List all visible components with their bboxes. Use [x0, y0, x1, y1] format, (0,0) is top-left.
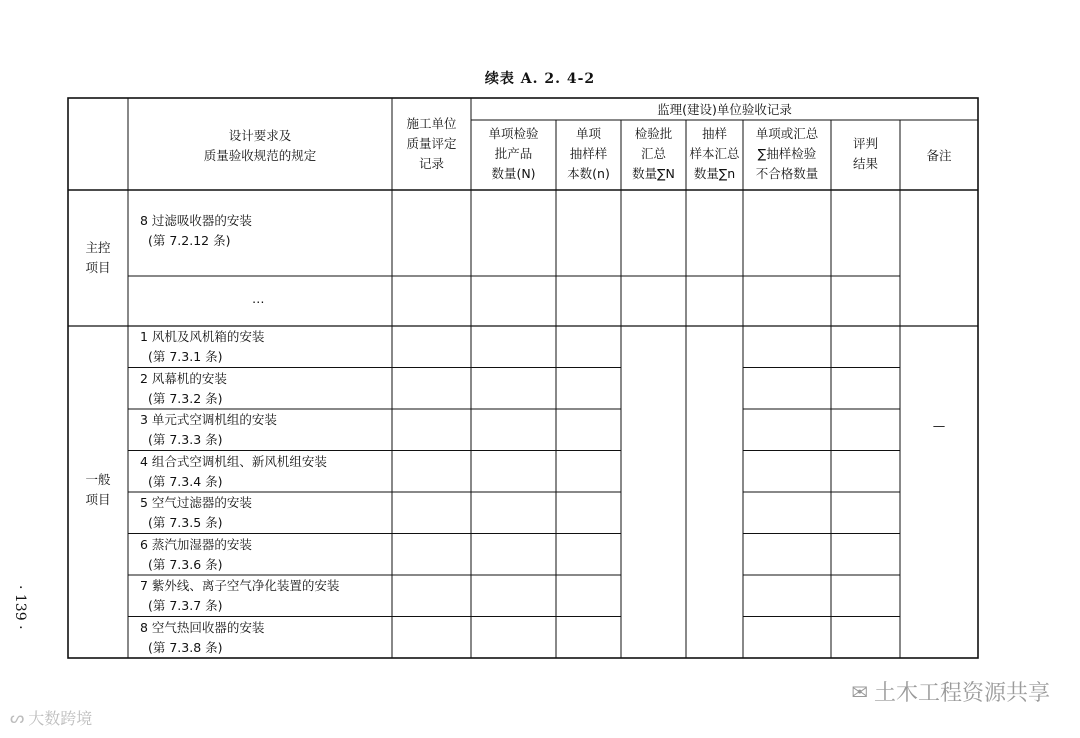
header-single-batch-quantity: 单项检验 批产品 数量(N): [488, 126, 539, 181]
header-unqualified-count: 单项或汇总 ∑抽样检验 不合格数量: [755, 126, 819, 181]
header-remark: 备注: [926, 148, 952, 163]
main-item-ellipsis: …: [252, 291, 265, 306]
general-item-5: 5 空气过滤器的安装 (第 7.3.5 条): [140, 495, 252, 530]
page-number: · 139 ·: [12, 585, 28, 630]
table-title: 续表 A. 2. 4-2: [484, 71, 596, 87]
header-design: 设计要求及 质量验收规范的规定: [203, 128, 317, 163]
general-item-6: 6 蒸汽加湿器的安装 (第 7.3.6 条): [140, 536, 252, 572]
group-label-general: 一般 项目: [85, 472, 111, 507]
general-item-3: 3 单元式空调机组的安装 (第 7.3.3 条): [140, 412, 277, 447]
general-item-1: 1 风机及风机箱的安装 (第 7.3.1 条): [140, 329, 265, 364]
main-item-1: 8 过滤吸收器的安装 (第 7.2.12 条): [140, 213, 252, 248]
header-sample-total: 抽样 样本汇总 数量∑n: [689, 126, 740, 181]
watermark-left: ᔕ 大数跨境: [10, 708, 93, 728]
general-item-7: 7 紫外线、离子空气净化装置的安装 (第 7.3.7 条): [140, 578, 340, 613]
general-item-2: 2 风幕机的安装 (第 7.3.2 条): [140, 370, 227, 406]
general-item-8: 8 空气热回收器的安装 (第 7.3.8 条): [140, 619, 265, 655]
header-judgement: 评判 结果: [852, 136, 878, 171]
logo-icon: ᔕ: [10, 708, 25, 727]
general-remark: —: [932, 418, 946, 433]
watermark-right: ✉ 土木工程资源共享: [851, 679, 1050, 706]
header-construction: 施工单位 质量评定 记录: [406, 116, 457, 171]
header-single-sample-count: 单项 抽样样 本数(n): [567, 126, 610, 181]
wechat-icon: ✉: [851, 679, 868, 704]
header-batch-total: 检验批 汇总 数量∑N: [632, 126, 675, 181]
general-item-4: 4 组合式空调机组、新风机组安装 (第 7.3.4 条): [140, 453, 327, 489]
header-supervision: 监理(建设)单位验收记录: [657, 102, 792, 117]
group-label-main: 主控 项目: [85, 240, 111, 275]
